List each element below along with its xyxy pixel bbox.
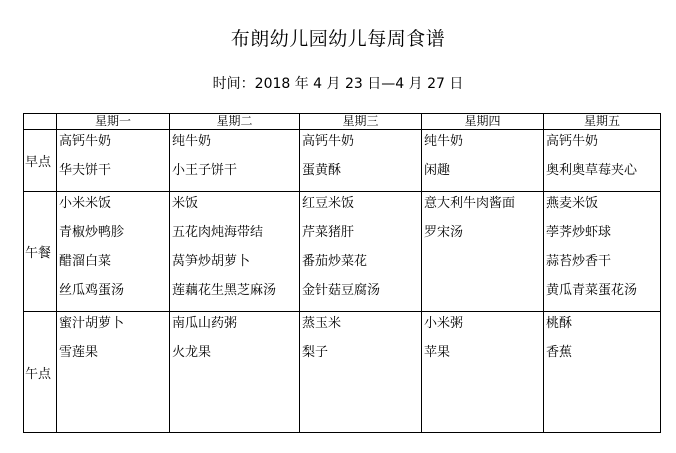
menu-cell: [422, 130, 544, 192]
menu-cell: [57, 130, 170, 192]
dish-item: 雪莲果: [59, 345, 99, 360]
dish-item: 纯牛奶: [424, 134, 464, 149]
meal-label: 早点: [24, 130, 57, 192]
menu-cell: [544, 312, 661, 433]
dish-item: 丝瓜鸡蛋汤: [59, 283, 125, 298]
dish-item: 闲趣: [424, 163, 451, 178]
corner-cell: [24, 114, 57, 130]
dish-item: 罗宋汤: [424, 225, 464, 240]
dish-item: 蜜汁胡萝卜: [59, 316, 125, 331]
dish-item: 番茄炒菜花: [302, 254, 368, 269]
menu-cell: [57, 312, 170, 433]
dish-item: 香蕉: [546, 345, 573, 360]
dish-item: 莲藕花生黑芝麻汤: [172, 283, 277, 298]
dish-item: 意大利牛肉酱面: [424, 196, 516, 211]
meal-label: 午餐: [24, 192, 57, 312]
dish-item: 醋溜白菜: [59, 254, 112, 269]
dish-item: 小王子饼干: [172, 163, 238, 178]
menu-cell: [422, 192, 544, 312]
menu-cell: [170, 312, 300, 433]
header-row: [24, 114, 661, 130]
meal-label: 午点: [24, 312, 57, 433]
dish-item: 奥利奥草莓夹心: [546, 163, 638, 178]
menu-cell: [300, 130, 422, 192]
menu-cell: [544, 130, 661, 192]
menu-cell: [544, 192, 661, 312]
dish-item: 火龙果: [172, 345, 212, 360]
meal-row: [24, 312, 661, 433]
dish-item: 桃酥: [546, 316, 573, 331]
dish-item: 荸荠炒虾球: [546, 225, 612, 240]
menu-cell: [170, 192, 300, 312]
dish-item: 蒸玉米: [302, 316, 342, 331]
day-header: 星期四: [422, 114, 544, 130]
dish-item: 芹菜猪肝: [302, 225, 355, 240]
day-header: 星期五: [544, 114, 661, 130]
menu-cell: [300, 192, 422, 312]
dish-item: 蒜苔炒香干: [546, 254, 612, 269]
menu-cell: [422, 312, 544, 433]
dish-item: 金针菇豆腐汤: [302, 283, 381, 298]
dish-item: 华夫饼干: [59, 163, 112, 178]
dish-item: 米饭: [172, 196, 199, 211]
day-header: 星期二: [170, 114, 300, 130]
meal-row: [24, 130, 661, 192]
meal-row: [24, 192, 661, 312]
menu-cell: [300, 312, 422, 433]
menu-cell: [170, 130, 300, 192]
dish-item: 高钙牛奶: [302, 134, 355, 149]
date-range: 时间：2018 年 4 月 23 日—4 月 27 日: [212, 76, 464, 92]
dish-item: 小米米饭: [59, 196, 112, 211]
dish-item: 纯牛奶: [172, 134, 212, 149]
page-title: 布朗幼儿园幼儿每周食谱: [230, 28, 446, 50]
dish-item: 高钙牛奶: [546, 134, 599, 149]
dish-item: 青椒炒鸭胗: [59, 225, 125, 240]
dish-item: 苹果: [424, 345, 451, 360]
weekly-menu-table: [23, 113, 661, 433]
dish-item: 梨子: [302, 345, 329, 360]
dish-item: 南瓜山药粥: [172, 316, 238, 331]
day-header: 星期三: [300, 114, 422, 130]
dish-item: 五花肉炖海带结: [172, 225, 264, 240]
dish-item: 红豆米饭: [302, 196, 355, 211]
dish-item: 黄瓜青菜蛋花汤: [546, 283, 638, 298]
dish-item: 小米粥: [424, 316, 464, 331]
dish-item: 蛋黄酥: [302, 163, 342, 178]
day-header: 星期一: [57, 114, 170, 130]
menu-cell: [57, 192, 170, 312]
dish-item: 高钙牛奶: [59, 134, 112, 149]
dish-item: 燕麦米饭: [546, 196, 599, 211]
dish-item: 莴笋炒胡萝卜: [172, 254, 251, 269]
